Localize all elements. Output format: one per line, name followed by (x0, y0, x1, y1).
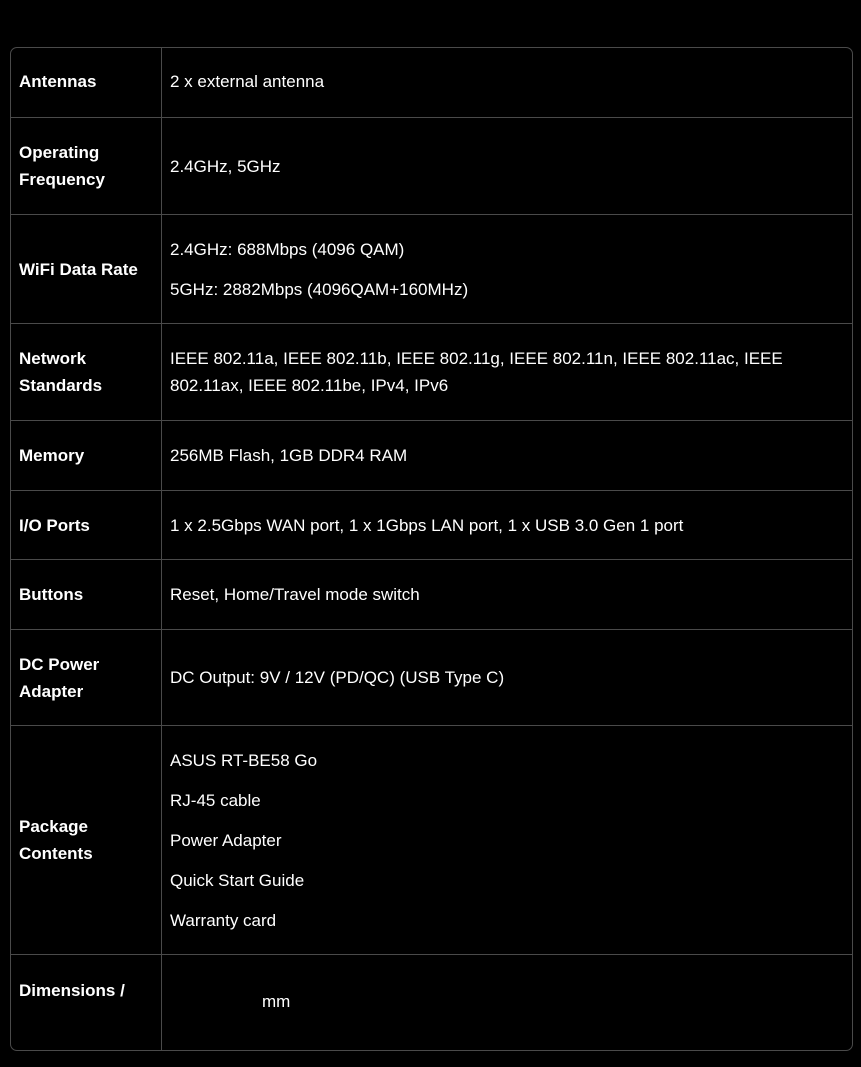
spec-row-memory (11, 421, 852, 491)
spec-label: Antennas (11, 48, 162, 117)
spec-row-antennas (11, 48, 852, 118)
spec-label: Package Contents (11, 726, 162, 954)
spec-label: DC Power Adapter (11, 630, 162, 725)
spec-table (10, 47, 853, 1051)
spec-value: DC Output: 9V / 12V (PD/QC) (USB Type C) (170, 668, 505, 687)
spec-label: Memory (11, 421, 162, 490)
spec-value: 256MB Flash, 1GB DDR4 RAM (170, 446, 408, 465)
spec-label: Network Standards (11, 324, 162, 420)
spec-value: 2.4GHz, 5GHz (170, 156, 281, 176)
spec-row-wifi-data-rate (11, 215, 852, 324)
spec-value: Reset, Home/Travel mode switch (170, 585, 420, 604)
spec-value: mm (262, 992, 291, 1011)
spec-row-buttons (11, 560, 852, 630)
spec-label: Operating Frequency (11, 118, 162, 214)
spec-label: WiFi Data Rate (11, 215, 162, 323)
spec-value: ASUS RT-BE58 Go RJ-45 cable Power Adapter Quick Start Guide Warranty card (170, 750, 318, 930)
spec-label: I/O Ports (11, 491, 162, 559)
spec-row-network-standards (11, 324, 852, 421)
spec-row-io-ports (11, 491, 852, 560)
spec-label: Dimensions / (11, 955, 162, 1051)
spec-row-dimensions (11, 955, 852, 1051)
spec-label: Buttons (11, 560, 162, 629)
spec-value: 2 x external antenna (170, 72, 325, 91)
spec-row-operating-frequency (11, 118, 852, 215)
spec-value: 2.4GHz: 688Mbps (4096 QAM) 5GHz: 2882Mbps (4096QAM+160MHz) (170, 239, 469, 299)
spec-row-package-contents (11, 726, 852, 955)
spec-row-dc-power-adapter (11, 630, 852, 726)
spec-value: 1 x 2.5Gbps WAN port, 1 x 1Gbps LAN port, 1 x USB 3.0 Gen 1 port (170, 515, 684, 535)
spec-value: IEEE 802.11a, IEEE 802.11b, IEEE 802.11g, IEEE 802.11n, IEEE 802.11ac, IEEE 802.11ax, IEEE 802.11be, IPv4, IPv6 (170, 349, 783, 395)
